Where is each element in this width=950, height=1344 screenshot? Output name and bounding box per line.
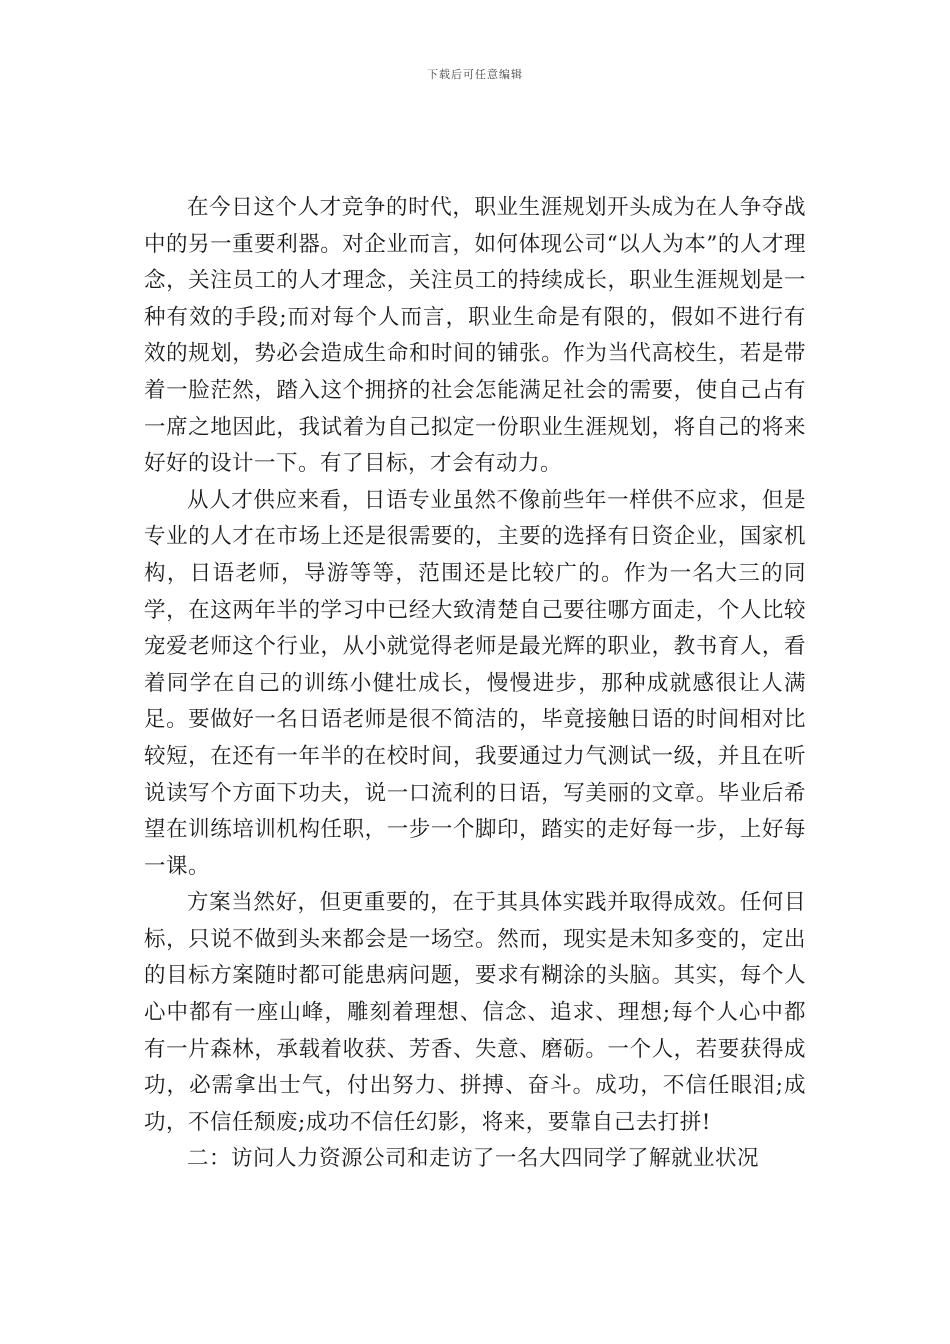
section-heading: 二：访问人力资源公司和走访了一名大四同学了解就业状况 xyxy=(187,1146,760,1172)
document-body xyxy=(144,190,806,1178)
paragraph-intro: 在今日这个人才竞争的时代，职业生涯规划开头成为在人争夺战中的另一重要利器。对企业而言，如何体现公司“以人为本”的人才理念，关注员工的人才理念，关注员工的持续成长，职业生涯规划是一种有效的手段;而对每个人而言，职业生命是有限的，假如不进行有效的规划，势必会造成生命和时间的铺张。作为当代高校生，若是带着一脸茫然，踏入这个拥挤的社会怎能满足社会的需要，使自己占有一席之地因此，我试着为自己拟定一份职业生涯规划，将自己的将来好好的设计一下。有了目标，才会有动力。 xyxy=(144,195,806,477)
paragraph-plan-practice: 方案当然好，但更重要的，在于其具体实践并取得成效。任何目标，只说不做到头来都会是一场空。然而，现实是未知多变的，定出的目标方案随时都可能患病问题，要求有糊涂的头脑。其实，每个人心中都有一座山峰，雕刻着理想、信念、追求、理想;每个人心中都有一片森林，承载着收获、芳香、失意、磨砺。一个人，若要获得成功，必需拿出士气，付出努力、拼搏、奋斗。成功，不信任眼泪;成功，不信任颓废;成功不信任幻影，将来，要靠自己去打拼! xyxy=(144,890,806,1135)
page-header: 下载后可任意编辑 xyxy=(427,68,523,81)
paragraph-talent-supply: 从人才供应来看，日语专业虽然不像前些年一样供不应求，但是专业的人才在市场上还是很需要的，主要的选择有日资企业，国家机构，日语老师，导游等等，范围还是比较广的。作为一名大三的同学，在这两年半的学习中已经大致清楚自己要往哪方面走，个人比较宠爱老师这个行业，从小就觉得老师是最光辉的职业，教书育人，看着同学在自己的训练小健壮成长，慢慢进步，那种成就感很让人满足。要做好一名日语老师是很不简洁的，毕竟接触日语的时间相对比较短，在还有一年半的在校时间，我要通过力气测试一级，并且在听说读写个方面下功夫，说一口流利的日语，写美丽的文章。毕业后希望在训练培训机构任职，一步一个脚印，踏实的走好每一步，上好每一课。 xyxy=(144,487,806,879)
